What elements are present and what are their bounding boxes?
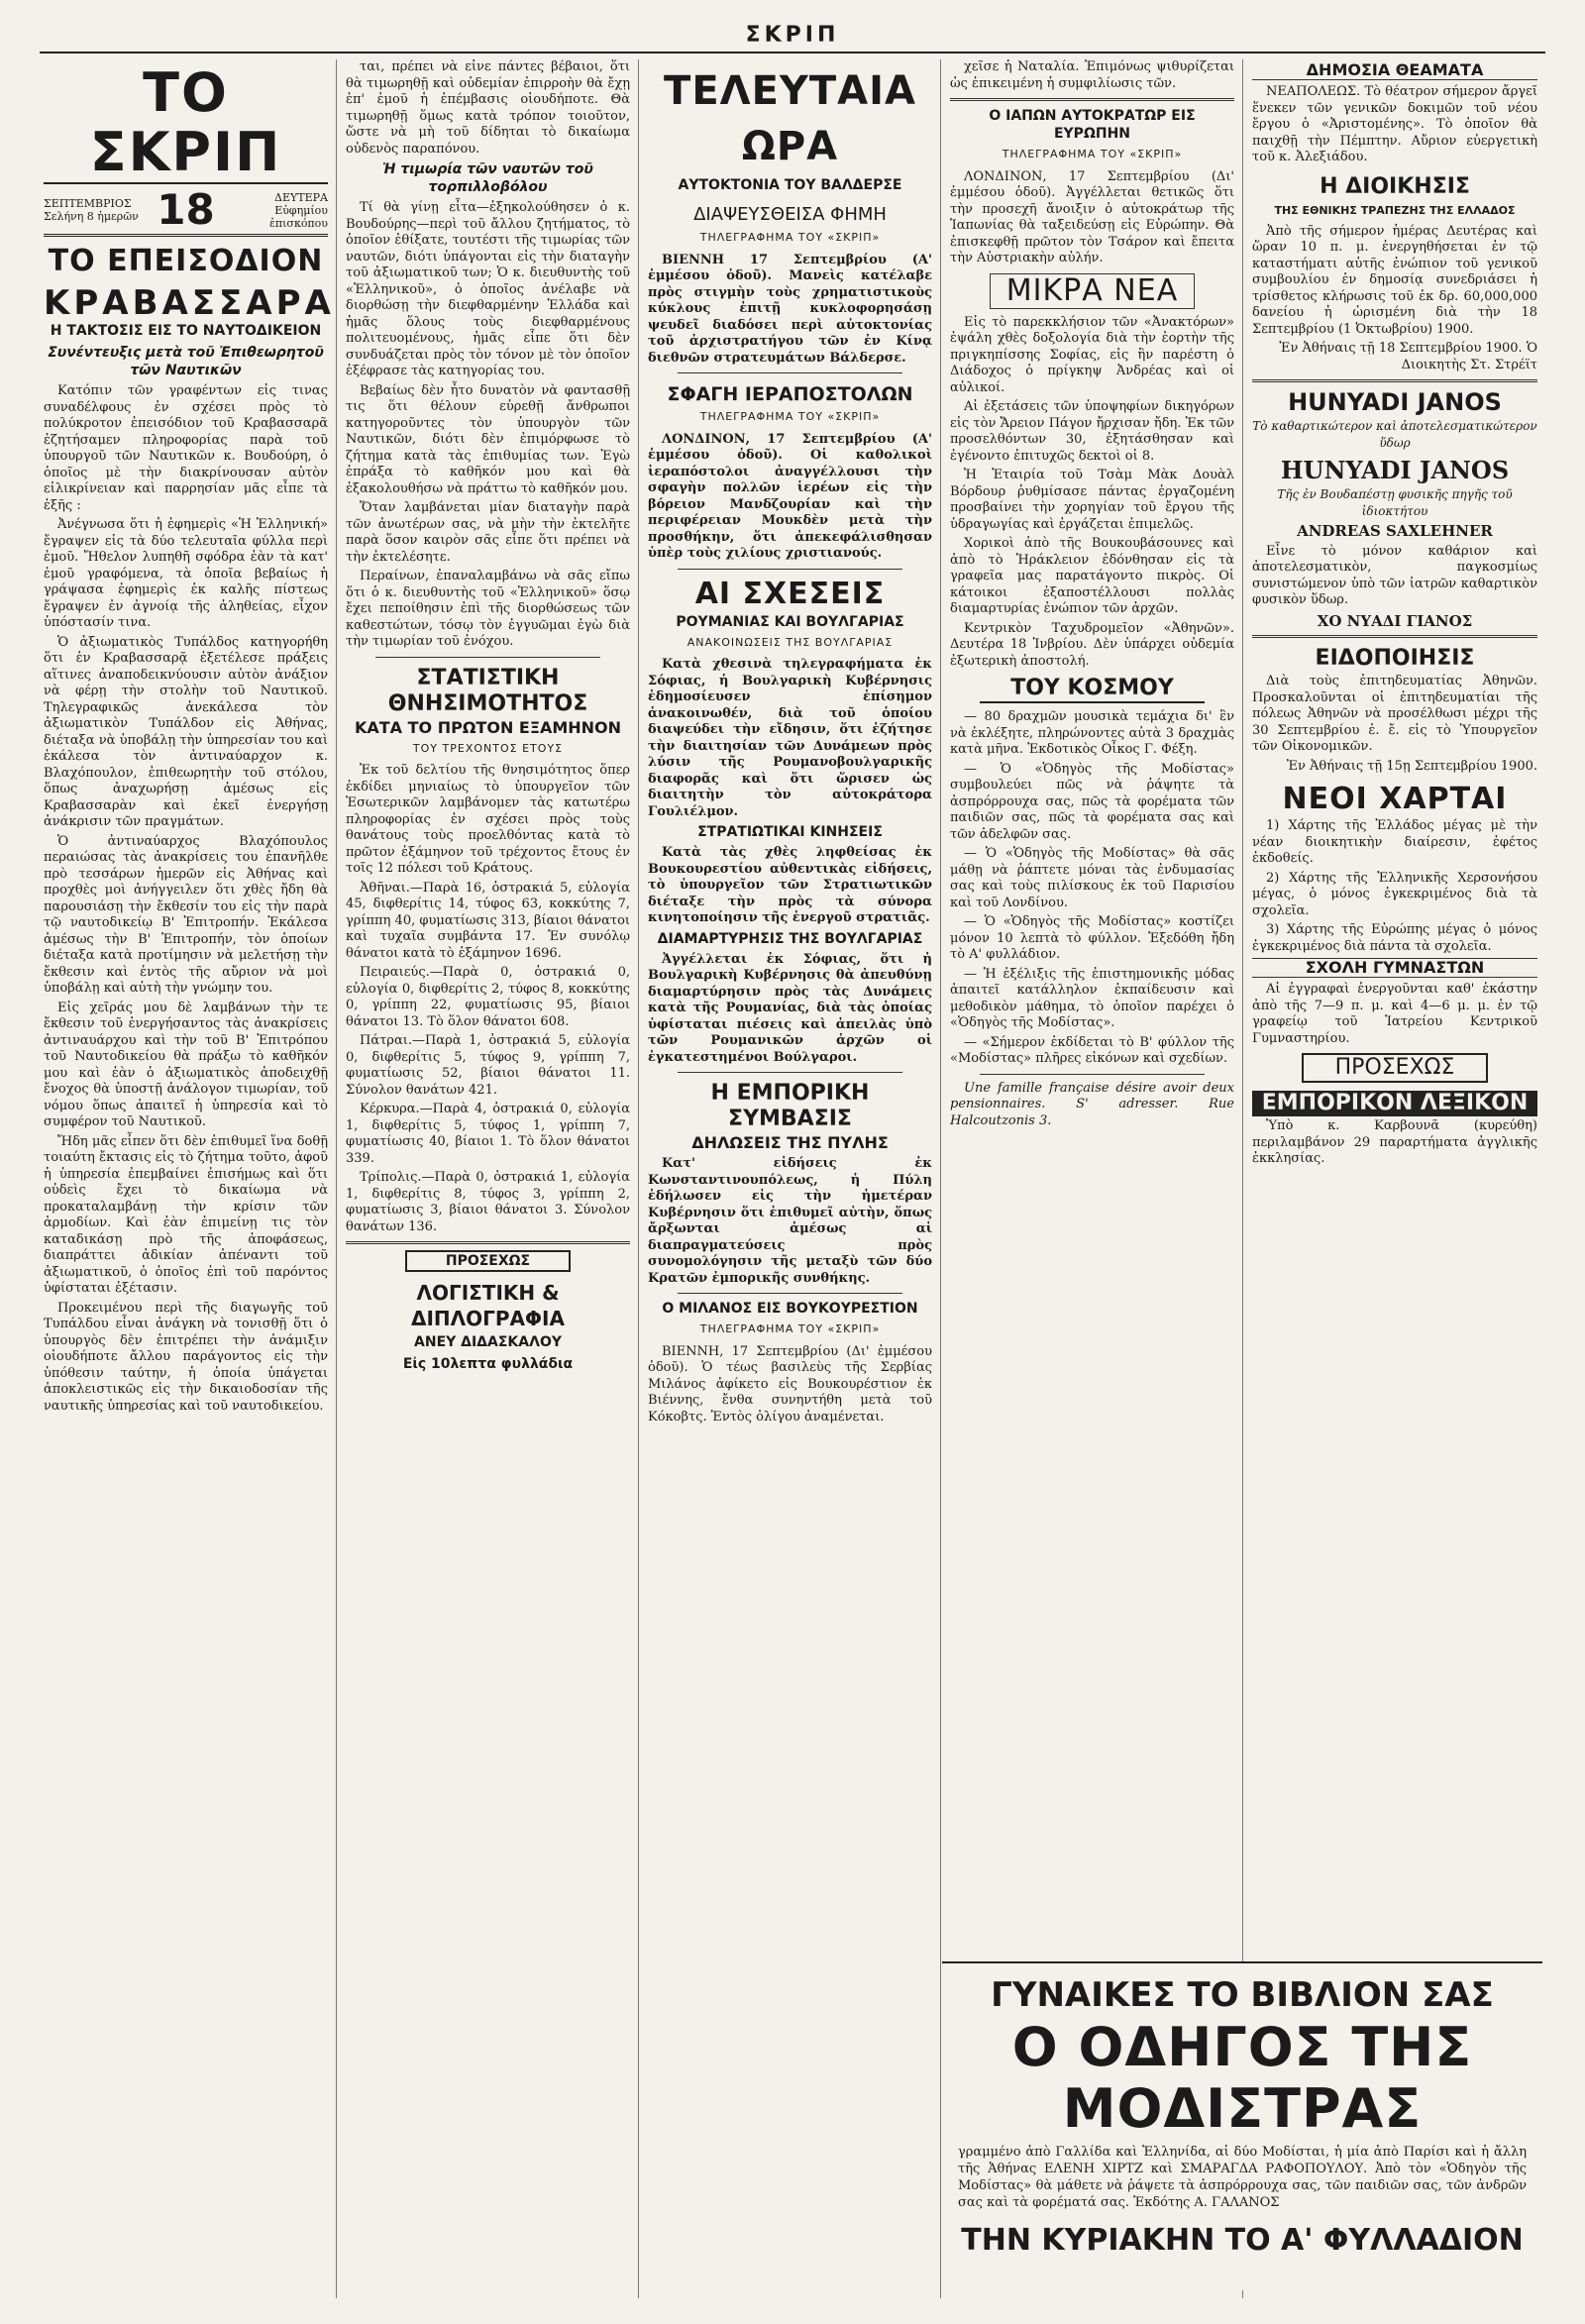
- masthead-date-row: [44, 186, 328, 237]
- modiste-advertisement: [942, 1961, 1542, 2290]
- paragraph: Κατὰ χθεσινὰ τηλεγραφήματα ἐκ Σόφιας, ἡ Βουλγαρικὴ Κυβέρνησις ἐδημοσίευσεν ἐπίσημον ἀνακοινωθέν, διὰ τοῦ ὁποίου διαψεύδει τὴν εἴδησιν, ὅτι ἐζήτησε τὴν διαιτησίαν τῶν Δυνάμεων πρὸς λύσιν τῆς Ρουμανοβουλγαρικῆς διαφορᾶς καὶ ὅτι ὥρισεν ὡς διαιτητὴν τὸν αὐτοκράτορα Γουλιέλμον.: [648, 657, 932, 819]
- paragraph: — 80 δραχμῶν μουσικὰ τεμάχια δι' ἓν νὰ ἐκλέξητε, πληρώνοντες αὐτὰ 3 δραχμὰς κατὰ μῆνα. Ἐκδοτικὸς Οἶκος Γ. Φέξη.: [950, 709, 1234, 757]
- paragraph: Ἤδη μᾶς εἶπεν ὅτι δὲν ἐπιθυμεῖ ἵνα δοθῇ τοιαύτη ἔκτασις εἰς τὸ ζήτημα τοῦτο, ἀφοῦ ἡ ὑπηρεσία ἐπεμβαίνει ἐπισήμως καὶ ὅτι οὐδεὶς ἔχει τὸ δικαίωμα νὰ προκαταλαμβάνῃ τὴν κρίσιν τῶν ἁρμοδίων. Καὶ ἐὰν ἐπιμείνῃ τις τὸν καταδικάσῃ πρὸ τῆς ἀποφάσεως, διαπράττει ἀδικίαν ἀπέναντι τοῦ ἀξιωματικοῦ, ὁ ὁποῖος ἐπὶ τοῦ παρόντος ὑφίσταται ἐξέτασιν.: [44, 1133, 328, 1296]
- masthead-left: ΣΕΠΤΕΜΒΡΙΟΣ Σελήνη 8 ἡμερῶν: [44, 197, 139, 223]
- paragraph: Κατ' εἰδήσεις ἐκ Κωνσταντινουπόλεως, ἡ Πύλη ἐδήλωσεν εἰς τὴν ἡμετέραν Κυβέρνησιν ὅτι ἐπιθυμεῖ αὐτὴν, ὅπως ἄρξωνται ἀμέσως αἱ διαπραγματεύσεις πρὸς συνομολόγησιν τῆς μεταξὺ τῶν δύο Κρατῶν ἐμπορικῆς συνθήκης.: [648, 1156, 932, 1286]
- telegram-label: ΤΗΛΕΓΡΑΦΗΜΑ ΤΟΥ «ΣΚΡΙΠ»: [699, 410, 881, 423]
- paragraph: Προκειμένου περὶ τῆς διαγωγῆς τοῦ Τυπάλδου εἶναι ἀνάγκη νὰ τονισθῇ ὅτι ὁ ὑπουργὸς δὲν ἐπιτρέπει τὴν ἀνάμιξιν οἱουδήποτε ἄλλου παράγοντος εἰς τὴν ὑπόθεσιν ταύτην, ἡ ὁποία ὑπάγεται ἀποκλειστικῶς εἰς τὴν δικαιοδοσίαν τῆς ναυτικῆς ὑπηρεσίας καὶ τοῦ ναυτοδικείου.: [44, 1300, 328, 1414]
- paragraph: Ὑπὸ κ. Καρβουνᾶ (κυρεύθη) περιλαμβάνον 29 παραρτήματα ἀγγλικῆς ἐκκλησίας.: [1252, 1118, 1537, 1166]
- headline-milan-bucharest: Ο ΜΙΛΑΝΟΣ ΕΙΣ ΒΟΥΚΟΥΡΕΣΤΙΟΝ: [662, 1301, 918, 1317]
- divider: [375, 657, 600, 658]
- paragraph: Περαίνων, ἐπαναλαμβάνω νὰ σᾶς εἴπω ὅτι ὁ κ. διευθυντὴς τοῦ «Ἑλληνικοῦ» ὅσῳ ἔχει πεποίθησιν ἐπὶ τῆς διορθώσεως τῶν καθεστώτων, τόσῳ τὸν ἐγγυῶμαι ἐγὼ διὰ τὴν τιμωρίαν τοῦ ἐνόχου.: [346, 569, 630, 649]
- paragraph: ται, πρέπει νὰ εἶνε πάντες βέβαιοι, ὅτι θὰ τιμωρηθῇ καὶ οὐδεμίαν ἐπιρροὴν θὰ ἔχῃ ἐπ' ἐμοῦ ἡ ἐπέμβασις οἱουδήποτε. Θὰ τιμωρηθῇ ὅμως κατὰ τρόπον τοιοῦτον, ὥστε νὰ μὴ τοῦ δίδηται τὸ δικαίωμα οὐδενὸς παραπόνου.: [346, 59, 630, 157]
- telegram-label: ΤΗΛΕΓΡΑΦΗΜΑ ΤΟΥ «ΣΚΡΙΠ»: [1002, 148, 1183, 160]
- divider: [678, 372, 902, 373]
- masthead-title: ΤΟ ΣΚΡΙΠ: [44, 63, 328, 184]
- french-notice: Une famille française désire avoir deux pensionnaires. S' adresser. Rue Halcoutzonis 3.: [950, 1080, 1234, 1128]
- ad-hunyadi-owner: ANDREAS SAXLEHNER: [1297, 522, 1493, 540]
- headline-mortality-statistics: ΣΤΑΤΙΣΤΙΚΗ ΘΝΗΣΙΜΟΤΗΤΟΣ: [387, 665, 588, 716]
- divider: [1252, 635, 1537, 638]
- masthead-day-number: 18: [157, 185, 215, 234]
- paragraph: — Ὁ «Ὁδηγὸς τῆς Μοδίστας» κοστίζει μόνον 10 λεπτὰ τὸ φύλλον. Ἐξεδόθη ἤδη τὸ Α' φυλλάδιον.: [950, 914, 1234, 962]
- subheadline-romania-bulgaria: ΡΟΥΜΑΝΙΑΣ ΚΑΙ ΒΟΥΛΓΑΡΙΑΣ: [676, 613, 904, 630]
- paragraph: Ὁ ἀντιναύαρχος Βλαχόπουλος περαιώσας τὰς ἀνακρίσεις του ἐπανῆλθε πρὸ τεσσάρων ἡμερῶν εἰς Ἀθήνας καὶ προχθὲς μοὶ ἀνήγγειλεν ὅτι χθὲς ἤδη θὰ παρουσιάσῃ τὴν ἔκθεσίν του εἰς τὴν παρὰ τῷ ναυτοδικείῳ Β' Ἐπιτροπήν. Ἐκάλεσα ἀμέσως τὴν Β' Ἐπιτροπήν, τὸν ὁποίων διέταξα κατὰ προτίμησιν νὰ μελετήσῃ τὴν ἔκθεσιν καὶ ἐντὸς τῆς αὔριον νὰ μοὶ ὑποβάλῃ καὶ αὐτὴ τὴν γνώμην του.: [44, 833, 328, 996]
- ad-accounting-note: Εἰς 10λεπτα φυλλάδια: [402, 1356, 574, 1372]
- masthead-right: ΔΕΥΤΕΡΑ Εὐφημίου ἐπισκόπου: [268, 190, 328, 230]
- paragraph: — Ὁ «Ὁδηγὸς τῆς Μοδίστας» συμβουλεύει πῶς νὰ ῥάψητε τὰ ἀσπρόρρουχα σας, πῶς τὰ φορέματα τῶν παιδιῶν σας, πῶς τὰ φορέματα σας καὶ τῶν ἀδελφῶν σας.: [950, 761, 1234, 842]
- subheadline-first-semester: ΚΑΤΑ ΤΟ ΠΡΩΤΟΝ ΕΞΑΜΗΝΟΝ: [354, 717, 622, 737]
- paragraph: Ὅταν λαμβάνεται μίαν διαταγὴν παρὰ τῶν ἀνωτέρων σας, νὰ μὴν τὴν ἐκτελῆτε παρὰ ὅσον καιρὸν σᾶς εἶπε ὅτι πρέπει νὰ τὴν ἐκτελέσητε.: [346, 500, 630, 565]
- paragraph: Ἐκ τοῦ δελτίου τῆς θνησιμότητος ὅπερ ἐκδίδει μηνιαίως τὸ ὑπουργεῖον τῶν Ἐσωτερικῶν λαμβάνομεν τὰς κατωτέρω πληροφορίας ἐν σχέσει πρὸς τοὺς θανάτους τοὺς προελθόντας κατὰ τὸ πρῶτον ἑξάμηνον τοῦ τρέχοντος ἔτους ἐν τοῖς 12 πόλεσι τοῦ Κράτους.: [346, 763, 630, 876]
- paragraph: χεῖσε ἡ Ναταλία. Ἐπιμόνως ψιθυρίζεται ὡς ἐπικειμένη ἡ συμφιλίωσις τῶν.: [950, 59, 1234, 91]
- ad-soon-label: ΠΡΟΣΕΧΩΣ: [1302, 1053, 1488, 1083]
- ad-hunyadi-title: HUNYADI JANOS: [1288, 388, 1502, 416]
- column-3: [644, 59, 941, 2298]
- paragraph: Αἱ ἐξετάσεις τῶν ὑποψηφίων δικηγόρων εἰς τὸν Ἄρειον Πάγον ἤρχισαν ἤδη. Ἐκ τῶν προσελθόντων 30, ἐξητάσθησαν καὶ ἐγένοντο ἐπιτυχῶς δεκτοὶ οἱ 8.: [950, 399, 1234, 464]
- paragraph: Βεβαίως δὲν ἦτο δυνατὸν νὰ φαντασθῇ τις ὅτι θέλουν εὑρεθῇ ἄνθρωποι κατηγοροῦντες τὸν ὑπουργὸν τῶν Ναυτικῶν, διότι δὲν ἐπιμόρφωσε τὸ ζήτημα κατὰ τὰς ἐπιθυμίας των. Ἐγὼ ἐπράξα τὸ καθῆκόν μου καὶ θὰ ἐξακολουθήσω νὰ πράττω τὸ καθῆκόν μου.: [346, 382, 630, 496]
- headline-denied-rumor: ΔΙΑΨΕΥΣΘΕΙΣΑ ΦΗΜΗ: [693, 204, 887, 225]
- paragraph: Τρίπολις.—Παρὰ 0, ὀστρακιά 1, εὐλογία 1, διφθερίτις 8, τύφος 3, γρίππη 2, φυματίωσις 3, βίαιοι θάνατοι 3. Σύνολον θανάτων 136.: [346, 1170, 630, 1234]
- ad-sunday-issue: ΤΗΝ ΚΥΡΙΑΚΗΝ ΤΟ Α' ΦΥΛΛΑΔΙΟΝ: [961, 2223, 1524, 2258]
- paragraph: Εἶνε τὸ μόνον καθάριον καὶ ἀποτελεσματικὸν, παγκοσμίως συνιστώμενον ὑπὸ τῶν ἰατρῶν καθαρτικὸν φυσικὸν ὕδωρ.: [1252, 543, 1537, 607]
- paragraph: — Ὁ «Ὁδηγὸς τῆς Μοδίστας» θὰ σᾶς μάθῃ νὰ ῥάπτετε μόναι τὰς ἐνδυμασίας σας καὶ τοὺς πιλίσκους ἐκ τοῦ Παρισίου καὶ τοῦ Λονδίνου.: [950, 846, 1234, 910]
- divider: [678, 1072, 902, 1073]
- telegram-label: ΤΗΛΕΓΡΑΦΗΜΑ ΤΟΥ «ΣΚΡΙΠ»: [699, 231, 881, 244]
- divider: [980, 1074, 1205, 1075]
- ad-accounting-subtitle: ΑΝΕΥ ΔΙΔΑΣΚΑΛΟΥ: [414, 1334, 562, 1350]
- ad-commercial-lexicon: ΕΜΠΟΡΙΚΟΝ ΛΕΞΙΚΟΝ: [1252, 1091, 1537, 1116]
- headline-last-hour: ΤΕΛΕΥΤΑΙΑ ΩΡΑ: [664, 68, 916, 169]
- subheadline-announcements: ΑΝΑΚΟΙΝΩΣΕΙΣ ΤΗΣ ΒΟΥΛΓΑΡΙΑΣ: [687, 635, 894, 649]
- ad-hunyadi-subtitle: Τὸ καθαρτικώτερον καὶ ἀποτελεσματικώτερον ὕδωρ: [1252, 419, 1537, 450]
- paragraph: Ἡ Ἑταιρία τοῦ Τσὰμ Μὰκ Δουὰλ Βόρδουρ ῥυθμίσασε πάντας ἐργαζομένη προσβαίνει τὴν χορηγίαν τοῦ ἔργου τῆς ὑδραγωγίας καὶ ἐργάζεται ἐπιμελῶς.: [950, 468, 1234, 532]
- paragraph: Χορικοὶ ἀπὸ τῆς Βουκουβάσουνες καὶ ἀπὸ τὸ Ἡράκλειον ἐδόνθησαν εἰς τὰ γραφεῖα μας παρατάγοντο πικρὸς. Οἱ κάτοικοι ἐξαποστέλλουσι πολλὰς διαμαρτυρίας ἐνώπιον τῶν ἀρχῶν.: [950, 536, 1234, 616]
- headline-relations: ΑΙ ΣΧΕΣΕΙΣ: [694, 576, 886, 611]
- subheadline-interview: Συνέντευξις μετὰ τοῦ Ἐπιθεωρητοῦ τῶν Ναυτικῶν: [48, 345, 324, 378]
- paragraph: 3) Χάρτης τῆς Εὐρώπης μέγας ὁ μόνος ἐγκεκριμένος διὰ πάντα τὰ σχολεῖα.: [1252, 922, 1537, 954]
- paragraph: Ἐν Ἀθήναις τῇ 18 Σεπτεμβρίου 1900. Ὁ Διοικητὴς Στ. Στρέϊτ: [1279, 341, 1537, 372]
- divider: [1252, 379, 1537, 382]
- ad-accounting-title: ΛΟΓΙΣΤΙΚΗ & ΔΙΠΛΟΓΡΑΦΙΑ: [411, 1281, 565, 1330]
- ad-hunyadi-title-2: HUNYADI JANOS: [1280, 456, 1510, 484]
- paragraph: ΛΟΝΔΙΝΟΝ, 17 Σεπτεμβρίου (Δι' ἐμμέσου ὁδοῦ). Ἀγγέλλεται θετικῶς ὅτι τὴν προσεχῆ ἄνοιξιν ὁ αὐτοκράτωρ τῆς Ἰαπωνίας θὰ ταξειδεύσῃ εἰς Εὐρώπην. Θὰ ἐπισκεφθῇ πρῶτον τὸν Τσάρον καὶ ἔπειτα τὴν Αὐστριακὴν αὐλήν.: [950, 168, 1234, 265]
- headline-episode: ΤΟ ΕΠΕΙΣΟΔΙΟΝ: [48, 244, 324, 278]
- headline-notice: ΕΙΔΟΠΟΙΗΣΙΣ: [1315, 646, 1475, 671]
- paragraph: ΛΟΝΔΙΝΟΝ, 17 Σεπτεμβρίου (Α' ἐμμέσου ὁδοῦ). Οἱ καθολικοὶ ἱεραπόστολοι ἀναγγέλλουσι τὴν σφαγὴν πολλῶν ἱερέων εἰς τὴν βόρειον Μανδζουρίαν καὶ τὴν περιφέρειαν Μουκδὲν μετὰ τὴν προσθήκην, ὅτι ἀπεκεφάλισθησαν ὑπὲρ τοὺς χιλίους χριστιανούς.: [648, 431, 932, 561]
- paragraph: Κεντρικὸν Ταχυδρομεῖον «Ἀθηνῶν». Δευτέρα 18 Ἰνβρίου. Δὲν ὑπάρχει οὐδεμία ἐξωτερικὴ ἀποστολή.: [950, 620, 1234, 669]
- running-head: ΣΚΡΙΠ: [40, 20, 1545, 53]
- paragraph: Εἰς τὸ παρεκκλήσιον τῶν «Ἀνακτόρων» ἐψάλη χθὲς δοξολογία διὰ τὴν ἑορτὴν τῆς πριγκηπίσσης Σοφίας, εἰς ἣν παρέστη ὁ Διάδοχος ὁ πρίγκηψ Ἀνδρέας καὶ οἱ αὐλικοί.: [950, 314, 1234, 395]
- paragraph: Κατὰ τὰς χθὲς ληφθείσας ἐκ Βουκουρεστίου αὐθεντικὰς εἰδήσεις, τὸ ὑπουργεῖον τῶν Στρατιωτικῶν διέταξε τὴν πρὸς τὰ σύνορα κινητοποίησιν τῆς ἐνεργοῦ στρατιᾶς.: [648, 845, 932, 925]
- paragraph: ΒΙΕΝΝΗ, 17 Σεπτεμβρίου (Δι' ἐμμέσου ὁδοῦ). Ὁ τέως βασιλεὺς τῆς Σερβίας Μιλάνος ἀφίκετο εἰς Βουκουρέστιον ἐκ Βιέννης, ἔνθα συνηντήθη μετὰ τοῦ Κόκοβτς. Ἐντὸς ὀλίγου ἀναμένεται.: [648, 1343, 932, 1425]
- headline-gymnast-school: ΣΧΟΛΗ ΓΥΜΝΑΣΤΩΝ: [1252, 958, 1537, 978]
- ad-women-your-book: ΓΥΝΑΙΚΕΣ ΤΟ ΒΙΒΛΙΟΝ ΣΑΣ: [991, 1975, 1494, 2015]
- headline-missionaries: ΣΦΑΓΗ ΙΕΡΑΠΟΣΤΟΛΩΝ: [667, 383, 913, 405]
- paragraph: ΒΙΕΝΝΗ 17 Σεπτεμβρίου (Α' ἐμμέσου ὁδοῦ). Μανεὶς κατέλαβε πρὸς στιγμὴν τοὺς χρηματιστικοὺς κύκλους ἐπιτῇ κυκλοφορησάσῃ ψευδεῖ διαδόσει περὶ αὐτοκτονίας τοῦ ἀρχιστρατήγου τῶν ἐν Κίνᾳ διεθνῶν στρατευμάτων Βάλδερσε.: [648, 252, 932, 366]
- headline-trade-agreement: Η ΕΜΠΟΡΙΚΗ ΣΥΜΒΑΣΙΣ: [710, 1081, 870, 1131]
- newspaper-page: [40, 20, 1545, 2304]
- headline-public-shows: ΔΗΜΟΣΙΑ ΘΕΑΜΑΤΑ: [1252, 61, 1537, 80]
- ad-hunyadi-source: Τῆς ἐν Βουδαπέστῃ φυσικῆς πηγῆς τοῦ ἰδιοκτήτου: [1277, 487, 1513, 518]
- subheadline-waldersee: ΑΥΤΟΚΤΟΝΙΑ ΤΟΥ ΒΑΛΔΕΡΣΕ: [678, 177, 902, 193]
- paragraph: Ἀγγέλλεται ἐκ Σόφιας, ὅτι ἡ Βουλγαρικὴ Κυβέρνησις θὰ ἀπευθύνῃ διαμαρτύρησιν πρὸς τὰς Δυνάμεις κατὰ τῆς Ρουμανίας, διὰ τὰς ὁποίας ὑφίσταται πιέσεις καὶ ἀπειλὰς ὑπὸ τῶν Ρουμανικῶν ἀρχῶν οἱ ἐγκατεστημένοι Βούλγαροι.: [648, 951, 932, 1065]
- paragraph: — «Σήμερον ἐκδίδεται τὸ Β' φύλλον τῆς «Μοδίστας» πλῆρες εἰκόνων καὶ σχεδίων.: [950, 1034, 1234, 1066]
- paragraph: Ἐν Ἀθήναις τῇ 15ῃ Σεπτεμβρίου 1900.: [1286, 758, 1537, 774]
- paragraph: Κέρκυρα.—Παρὰ 4, ὀστρακιά 0, εὐλογία 1, διφθερίτις 5, τύφος 1, γρίππη 7, φυματίωσις 40, βίαιοι 1. Τὸ ὅλον θάνατοι 339.: [346, 1102, 630, 1166]
- paragraph: 2) Χάρτης τῆς Ἑλληνικῆς Χερσονήσου μέγας, ὁ μόνος ἐγκεκριμένος διὰ τὰ σχολεῖα.: [1252, 870, 1537, 918]
- paragraph: Αἱ ἐγγραφαὶ ἐνεργοῦνται καθ' ἑκάστην ἀπὸ τῆς 7—9 π. μ. καὶ 4—6 μ. μ. ἐν τῷ γραφείῳ τοῦ Ἰατρείου Κεντρικοῦ Γυμναστηρίου.: [1252, 982, 1537, 1046]
- headline-small-news: ΜΙΚΡΑ ΝΕΑ: [990, 273, 1195, 309]
- column-1: [40, 59, 337, 2298]
- paragraph: Ἀπὸ τῆς σήμερον ἡμέρας Δευτέρας καὶ ὥραν 10 π. μ. ἐνεργηθήσεται ἐν τῷ καταστήματι αὐτῆς ἐνώπιον τοῦ γενικοῦ συμβουλίου ἐν δημοσίᾳ συνεδριάσει ἡ τρίσθετος κλήρωσις τοῦ ἐκ δρ. 60,000,000 δανείου ἡ ὡρισμένη διὰ τὴν 18 Σεπτεμβρίου (1 Ὀκτωβρίου) 1900.: [1252, 223, 1537, 337]
- paragraph: 1) Χάρτης τῆς Ἑλλάδος μέγας μὲ τὴν νέαν διοικητικὴν διαίρεσιν, ἐφέτος ἐκδοθείς.: [1252, 818, 1537, 866]
- subheadline-sailors-punishment: Ἡ τιμωρία τῶν ναυτῶν τοῦ τορπιλλοβόλου: [382, 161, 593, 195]
- headline-of-the-world: ΤΟΥ ΚΟΣΜΟΥ: [980, 676, 1205, 703]
- paragraph: Εἰς χεῖράς μου δὲ λαμβάνων τὴν τε ἔκθεσιν τοῦ ἐνεργήσαντος τὰς ἀνακρίσεις ἀντιναυάρχου καὶ τὴν τοῦ Β' Ἐπιτρόπου τοῦ Ναυτοδικείου θὰ πράξω τὸ καθῆκόν μου καὶ ἐὰν ὁ ἀξιωματικὸς ἀποδειχθῇ ἔνοχος θὰ ὑποστῇ ἀνάλογον τιμωρίαν, τοῦ νόμου ὅπως ἀπαιτεῖ ἡ ὑπηρεσία καὶ τὸ συμφέρον τοῦ Ναυτικοῦ.: [44, 1000, 328, 1129]
- paragraph: ΝΕΑΠΟΛΕΩΣ. Τὸ θέατρον σήμερον ἄργεῖ ἕνεκεν τῶν γενικῶν δοκιμῶν τοῦ νέου ἔργου ὁ «Ἀριστομένης». Τὸ ὁποῖον θὰ παιχθῇ τὴν Πέμπτην. Αὔριον εὐεργετικὴ τοῦ κ. Ἀλεξιάδου.: [1252, 84, 1537, 164]
- ad-modiste-guide-title: Ο ΟΔΗΓΟΣ ΤΗΣ ΜΟΔΙΣΤΡΑΣ: [1011, 2016, 1473, 2140]
- paragraph: Διὰ τοὺς ἐπιτηδευματίας Ἀθηνῶν. Προσκαλοῦνται οἱ ἐπιτηδευματίαι τῆς πόλεως Ἀθηνῶν νὰ προσέλθωσι μέχρι τῆς 30 Σεπτεμβρίου ἐ. ἔ. εἰς τὸ Ὑπουργεῖον τῶν Οἰκονομικῶν.: [1252, 674, 1537, 754]
- ad-modiste-text: γραμμένο ἀπὸ Γαλλίδα καὶ Ἑλληνίδα, αἱ δύο Μοδίσται, ἡ μία ἀπὸ Παρίσι καὶ ἡ ἄλλη τῆς Ἀθήνας ΕΛΕΝΗ ΧΙΡΤΖ καὶ ΣΜΑΡΑΓΔΑ ΡΑΦΟΠΟΥΛΟΥ. Ἀπὸ τὸν «Ὁδηγὸν τῆς Μοδίστας» θὰ μάθετε νὰ ῥάψετε τὰ ἀσπρόρρουχα σας, τῶν παιδιῶν σας, τῶν ἀνδρῶν σας καὶ τὰ φορέματά σας. Ἐκδότης Α. ΓΑΛΑΝΟΣ: [958, 2145, 1527, 2210]
- headline-military-moves: ΣΤΡΑΤΙΩΤΙΚΑΙ ΚΙΝΗΣΕΙΣ: [697, 824, 883, 840]
- subheadline-porte-statements: ΔΗΛΩΣΕΙΣ ΤΗΣ ΠΥΛΗΣ: [691, 1133, 889, 1152]
- subheadline-current-year: ΤΟΥ ΤΡΕΧΟΝΤΟΣ ΕΤΟΥΣ: [412, 741, 564, 755]
- headline-administration: Η ΔΙΟΙΚΗΣΙΣ: [1320, 173, 1470, 199]
- ad-hunyadi-greek: ΧΟ ΝΥΑΔΙ ΓΙΑΝΟΣ: [1317, 611, 1473, 630]
- paragraph: Πειραιεύς.—Παρὰ 0, ὀστρακιά 0, εὐλογία 0, διφθερίτις 2, τύφος 8, κοκκύτης 0, γρίππη 22, φυματίωσις 95, βίαιοι θάνατοι 13. Τὸ ὅλον θάνατοι 608.: [346, 965, 630, 1029]
- paragraph: Κατόπιν τῶν γραφέντων εἰς τινας συναδέλφους ἐν σχέσει πρὸς τὸ πολύκροτον ἐπεισόδιον τοῦ Κραβασσαρᾶ ἐζητήσαμεν πληροφορίας παρὰ τοῦ ὑπουργοῦ τῶν Ναυτικῶν κ. Βουδούρη, ὁ ὁποῖος μὲ τὴν διακρίνουσαν αὐτὸν εἰλικρίνειαν καὶ παρρησίαν μᾶς εἶπε τὰ ἑξῆς :: [44, 383, 328, 513]
- column-2: [342, 59, 639, 2298]
- paragraph: Ἀνέγνωσα ὅτι ἡ ἐφημερὶς «Ἡ Ἑλληνική» ἔγραψεν εἰς τὰ δύο τελευταῖα φύλλα περὶ ἐμοῦ. Ἤθελον λυπηθῆ σφόδρα ἐὰν τὰ κατ' ἐμοῦ γραφόμενα, τὰ ὁποῖα βεβαίως ἡ γράψασα ἐφημερὶς ἐκ καλῆς πίστεως ἔγραψεν ἐν ἀγνοίᾳ τῆς ἀληθείας, εἶχον ὑπόστασίν τινα.: [44, 517, 328, 630]
- paragraph: Ὁ ἀξιωματικὸς Τυπάλδος κατηγορήθη ὅτι ἐν Κραβασσαρᾷ ἐξετέλεσε πράξεις αἵτινες ἀναποδεικνύουσιν αὐτὸν ἀνάξιον νὰ φέρῃ τὴν στολὴν τοῦ Ναυτικοῦ. Τηλεγραφικῶς ἀνεκάλεσα τὸν ἀξιωματικὸν Τυπάλδον εἰς Ἀθήνας, διέταξα νὰ ὑποβάλῃ τὴν ὑπηρεσίαν του καὶ ἐκάλεσα τὸν ἀντιναύαρχον κ. Βλαχόπουλον, ἐπιθεωρητὴν τοῦ στόλου, ὅπως ἀναχωρήσῃ ἀμέσως εἰς Κραβασσαρὰν καὶ ἐκεῖ ἐνεργήσῃ ἀνάκρισιν τῶν πραγμάτων.: [44, 634, 328, 829]
- subheadline-national-bank: ΤΗΣ ΕΘΝΙΚΗΣ ΤΡΑΠΕΖΗΣ ΤΗΣ ΕΛΛΑΔΟΣ: [1274, 203, 1516, 217]
- divider: [346, 1241, 630, 1244]
- paragraph: Τί θὰ γίνῃ εἶτα—ἐξηκολούθησεν ὁ κ. Βουδούρης—περὶ τοῦ ἄλλου ζητήματος, τὸ ὁποῖον ἐθίξατε, τουτέστι τῆς τιμωρίας τῶν ναυτῶν, διότι ὑπάγονται εἰς τὴν διαταγὴν τοῦ ἀξιωματικοῦ των; Ὁ κ. διευθυντὴς τοῦ «Ἑλληνικοῦ», ὁ ὁποῖος ἀνέλαβε νὰ διορθώσῃ τὴν διεφθαρμένην Ἑλλάδα καὶ ἡμᾶς ὅλους τοὺς διεφθαρμένους πολιτευομένους, ἡμᾶς εἶπε ὅτι δὲν συνδυάζεται πρὸς τὸν τόνον μὲ τὸν ὁποῖον ἐξέφρασε τὰς κατηγορίας του.: [346, 200, 630, 378]
- headline-kravassara: ΚΡΑΒΑΣΣΑΡΑ: [44, 283, 335, 323]
- telegram-label: ΤΗΛΕΓΡΑΦΗΜΑ ΤΟΥ «ΣΚΡΙΠ»: [699, 1322, 881, 1335]
- paragraph: Πάτραι.—Παρὰ 1, ὀστρακιά 5, εὐλογία 0, διφθερίτις 5, τύφος 9, γρίππη 7, φυματίωσις 52, βίαιοι θάνατοι 11. Σύνολον θανάτων 421.: [346, 1033, 630, 1098]
- divider: [678, 1293, 902, 1294]
- divider: [950, 98, 1234, 101]
- headline-new-maps: ΝΕΟΙ ΧΑΡΤΑΙ: [1282, 782, 1508, 816]
- ad-soon-label: ΠΡΟΣΕΧΩΣ: [405, 1250, 571, 1272]
- paragraph: Ἀθῆναι.—Παρὰ 16, ὀστρακιά 5, εὐλογία 45, διφθερίτις 14, τύφος 63, κοκκύτης 7, γρίππη 40, φυματίωσις 313, βίαιοι θάνατοι καὶ τυχαῖα συμβάντα 17. Ἐν συνόλῳ θάνατοι κατὰ τὸ ἑξάμηνον 1696.: [346, 880, 630, 961]
- divider: [678, 569, 902, 570]
- paragraph: — Ἡ ἐξέλιξις τῆς ἐπιστημονικῆς μόδας ἀπαιτεῖ κατάλληλον ἐκπαίδευσιν καὶ μεθοδικὸν μάθημα, τὸ ὁποῖον παρέχει ὁ «Ὁδηγὸς τῆς Μοδίστας».: [950, 966, 1234, 1030]
- headline-japanese-emperor: Ο ΙΑΠΩΝ ΑΥΤΟΚΡΑΤΩΡ ΕΙΣ ΕΥΡΩΠΗΝ: [989, 108, 1196, 142]
- subheadline-naval-court: Η ΤΑΚΤΟΣΙΣ ΕΙΣ ΤΟ ΝΑΥΤΟΔΙΚΕΙΟΝ: [50, 323, 322, 339]
- headline-bulgarian-protest: ΔΙΑΜΑΡΤΥΡΗΣΙΣ ΤΗΣ ΒΟΥΛΓΑΡΙΑΣ: [657, 930, 923, 947]
